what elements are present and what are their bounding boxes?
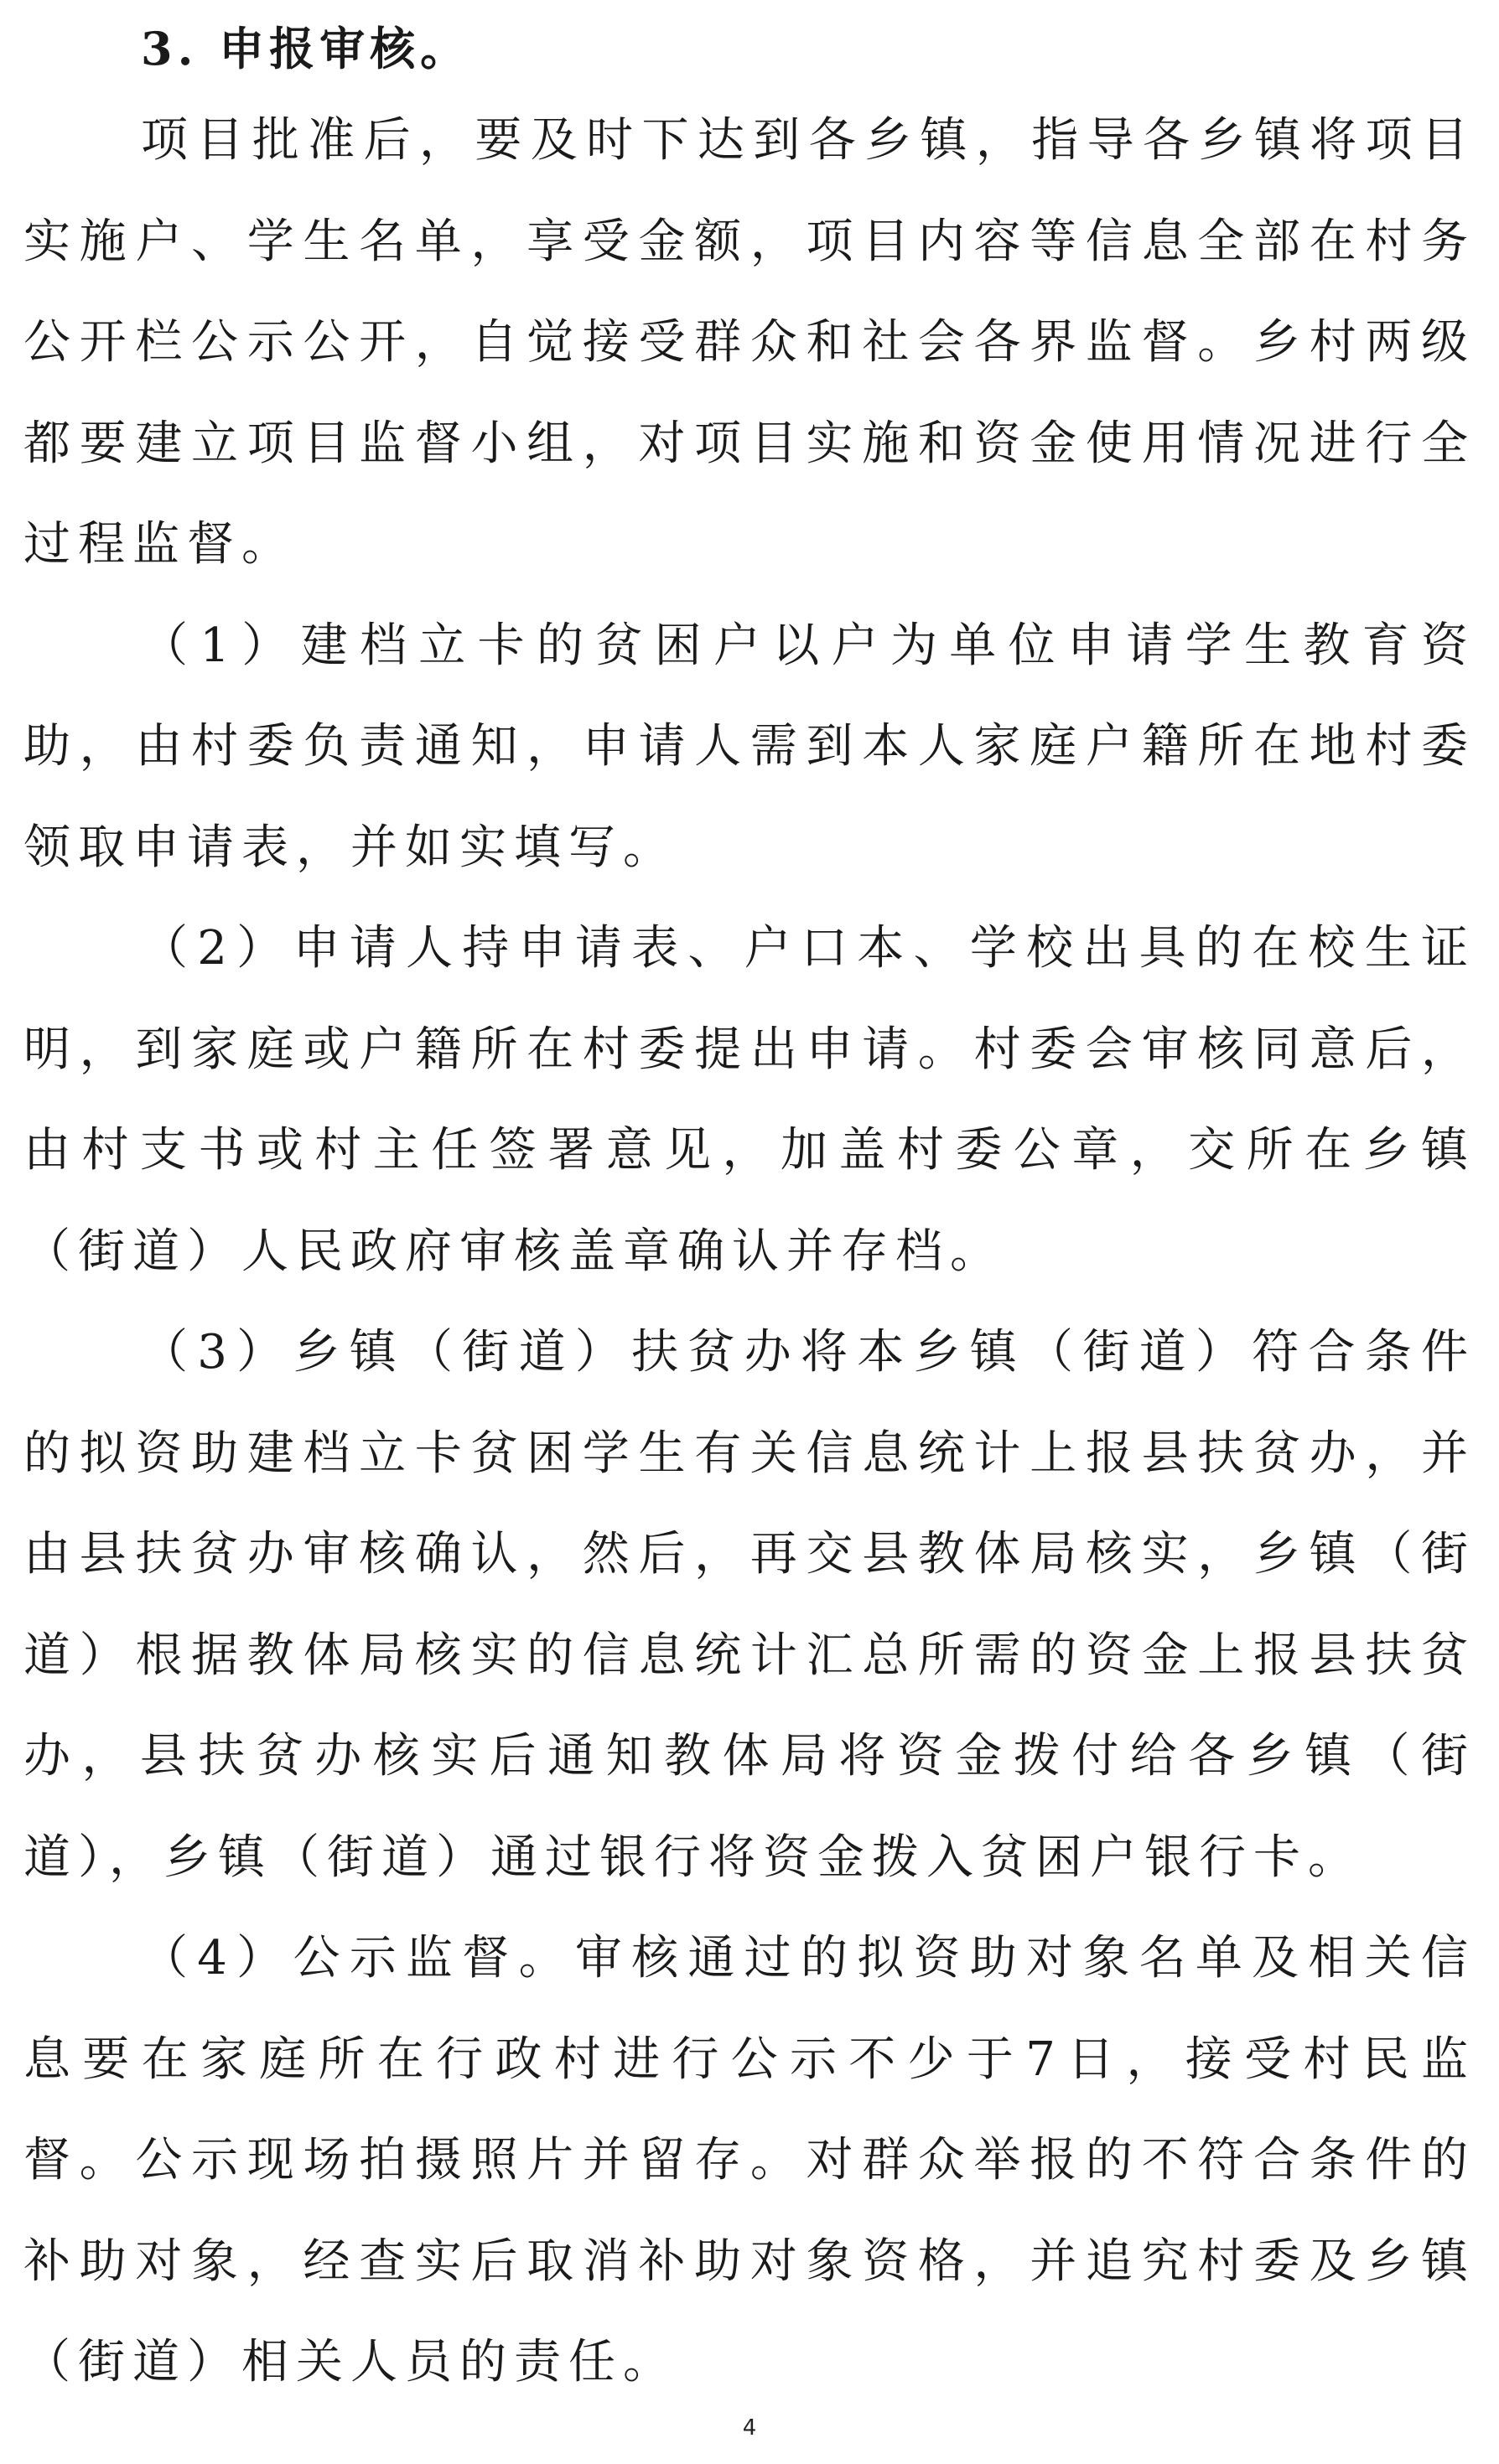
paragraph-step-4: （4）公示监督。审核通过的拟资助对象名单及相关信息要在家庭所在行政村进行公示不少于7日，接受村民监督。公示现场拍摄照片并留存。对群众举报的不符合条件的补助对象，经查实后取消补助对象资格，并追究村委及乡镇（街道）相关人员的责任。 [23, 1931, 1476, 2389]
paragraph-step-2: （2）申请人持申请表、户口本、学校出具的在校生证明，到家庭或户籍所在村委提出申请。村委会审核同意后，由村支书或村主任签署意见，加盖村委公章，交所在乡镇（街道）人民政府审核盖章确认并存档。 [23, 921, 1476, 1279]
paragraph-step-3: （3）乡镇（街道）扶贫办将本乡镇（街道）符合条件的拟资助建档立卡贫困学生有关信息统计上报县扶贫办，并由县扶贫办审核确认，然后，再交县教体局核实，乡镇（街道）根据教体局核实的信息统计汇总所需的资金上报县扶贫办，县扶贫办核实后通知教体局将资金拨付给各乡镇（街道），乡镇（街道）通过银行将资金拨入贫困户银行卡。 [23, 1325, 1476, 1885]
paragraph-project-approval: 项目批准后，要及时下达到各乡镇，指导各乡镇将项目实施户、学生名单，享受金额，项目内容等信息全部在村务公开栏公示公开，自觉接受群众和社会各界监督。乡村两级都要建立项目监督小组，对项目实施和资金使用情况进行全过程监督。 [23, 113, 1476, 572]
section-heading: 3. 申报审核。 [141, 22, 471, 75]
document-body [23, 7, 1476, 2414]
paragraph-step-1: （1）建档立卡的贫困户以户为单位申请学生教育资助，由村委负责通知，申请人需到本人家庭户籍所在地村委领取申请表，并如实填写。 [23, 618, 1476, 875]
page-number: 4 [742, 2415, 757, 2441]
